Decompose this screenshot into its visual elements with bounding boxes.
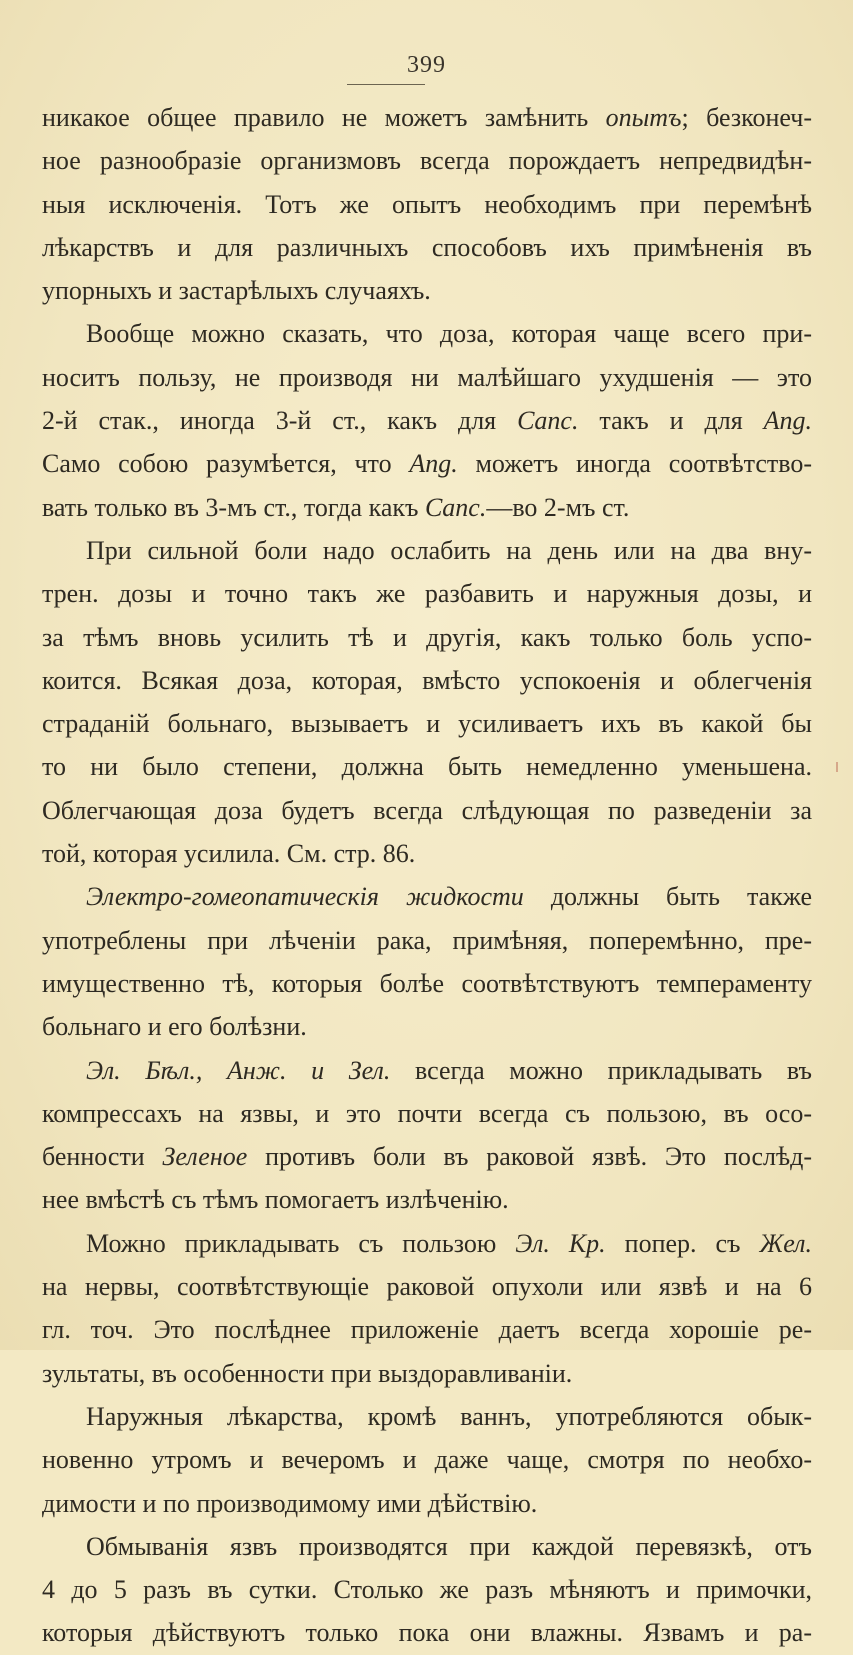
text-line	[42, 745, 812, 788]
text-segment: —во 2-мъ ст.	[486, 492, 630, 522]
text-segment: компрессахъ на язвы, и это почти всегда съ пользою, въ осо-	[42, 1098, 812, 1128]
text-line	[42, 702, 812, 745]
italic-term: Электро-гомеопатическія жидкости	[86, 882, 524, 912]
text-segment: то ни было степени, должна быть немедленно уменьшена.	[42, 752, 812, 782]
text-line	[42, 1222, 812, 1265]
text-line	[42, 226, 812, 269]
text-line	[42, 442, 812, 485]
text-segment: можетъ иногда соотвѣтство-	[457, 449, 812, 479]
italic-term: Зеленое	[162, 1142, 248, 1172]
page-number: 399	[407, 52, 446, 78]
text-segment: никакое общее правило не можетъ замѣнить	[42, 103, 606, 132]
text-segment: Вообще можно сказать, что доза, которая чаще всего при-	[86, 319, 812, 349]
text-line	[42, 659, 812, 702]
text-line	[42, 1049, 812, 1092]
text-segment: на нервы, соотвѣтствующіе раковой опухоли или язвѣ и на 6	[42, 1272, 812, 1302]
text-segment: нее вмѣстѣ съ тѣмъ помогаетъ излѣченію.	[42, 1185, 509, 1215]
text-line	[42, 1308, 812, 1351]
text-line	[42, 919, 812, 962]
text-segment: бенности	[42, 1142, 163, 1172]
italic-term: Ang.	[409, 449, 458, 479]
text-segment: димости и по производимому ими дѣйствію.	[42, 1488, 538, 1518]
text-line	[42, 1482, 812, 1525]
text-line	[42, 399, 812, 442]
italic-term: Эл. Бѣл., Анж. и Зел.	[86, 1055, 391, 1085]
text-line	[42, 875, 812, 918]
text-line	[42, 1265, 812, 1308]
text-segment: ; безконеч-	[681, 103, 812, 132]
text-segment: лѣкарствъ и для различныхъ способовъ ихъ примѣненія въ	[42, 232, 812, 262]
text-line	[42, 789, 812, 832]
text-segment: Наружныя лѣкарства, кромѣ ваннъ, употребляются обык-	[86, 1401, 812, 1431]
text-line	[42, 1178, 812, 1221]
italic-term: опытъ	[605, 103, 682, 132]
text-line	[42, 962, 812, 1005]
text-line	[42, 183, 812, 226]
text-line	[42, 356, 812, 399]
italic-term: Canc.	[424, 492, 487, 522]
text-line	[42, 486, 812, 529]
text-segment: всегда можно прикладывать въ	[390, 1055, 812, 1085]
text-line	[42, 1135, 812, 1178]
text-segment: Само собою разумѣется, что	[42, 449, 410, 479]
italic-term: Эл. Кр.	[515, 1228, 606, 1258]
page-number-rule	[347, 84, 425, 85]
text-segment: Можно прикладывать съ пользою	[86, 1228, 516, 1258]
text-segment: носитъ пользу, не производя ни малѣйшаго ухудшенія — это	[42, 362, 812, 392]
text-segment: за тѣмъ вновь усилить тѣ и другія, какъ только боль успо-	[42, 622, 812, 652]
text-line	[42, 1092, 812, 1135]
text-line	[42, 529, 812, 572]
text-segment: упорныхъ и застарѣлыхъ случаяхъ.	[42, 276, 431, 306]
text-line	[42, 1611, 812, 1654]
text-segment: употреблены при лѣченіи рака, примѣняя, поперемѣнно, пре-	[42, 925, 812, 955]
text-line	[42, 139, 812, 182]
text-segment: трен. дозы и точно такъ же разбавить и наружныя дозы, и	[42, 579, 812, 609]
italic-term: Ang.	[763, 406, 813, 436]
text-line	[42, 96, 812, 139]
text-segment: которыя дѣйствуютъ только пока они влажны. Язвамъ и ра-	[42, 1618, 812, 1648]
body-text	[42, 96, 812, 1655]
text-segment: коится. Всякая доза, которая, вмѣсто успокоенія и облегченія	[42, 665, 812, 695]
text-line	[42, 1525, 812, 1568]
text-segment: больнаго и его болѣзни.	[42, 1012, 307, 1042]
text-line	[42, 1005, 812, 1048]
text-segment: противъ боли въ раковой язвѣ. Это послѣд-	[247, 1142, 813, 1172]
text-line	[42, 1568, 812, 1611]
text-segment: ныя исключенія. Тотъ же опытъ необходимъ при перемѣнѣ	[42, 189, 812, 219]
paper-speck	[836, 762, 838, 772]
text-line	[42, 832, 812, 875]
text-line	[42, 312, 812, 355]
text-segment: 4 до 5 разъ въ сутки. Столько же разъ мѣняютъ и примочки,	[42, 1575, 812, 1605]
text-line	[42, 572, 812, 615]
text-segment: При сильной боли надо ослабить на день или на два вну-	[86, 535, 812, 565]
text-segment: должны быть также	[523, 882, 812, 912]
italic-term: Жел.	[759, 1228, 813, 1258]
text-segment: ное разнообразіе организмовъ всегда порождаетъ непредвидѣн-	[42, 146, 812, 176]
text-segment: вать только въ 3-мъ ст., тогда какъ	[42, 492, 425, 522]
text-segment: 2-й стак., иногда 3-й ст., какъ для	[42, 406, 518, 436]
italic-term: Canc.	[517, 406, 579, 436]
text-line	[42, 1395, 812, 1438]
text-segment: Облегчающая доза будетъ всегда слѣдующая по разведеніи за	[42, 795, 812, 825]
text-segment: новенно утромъ и вечеромъ и даже чаще, смотря по необхо-	[42, 1445, 812, 1475]
text-segment: имущественно тѣ, которыя болѣе соотвѣтствуютъ темпераменту	[42, 968, 812, 998]
text-segment: попер. съ	[605, 1228, 760, 1258]
text-line	[42, 616, 812, 659]
text-segment: Обмыванія язвъ производятся при каждой перевязкѣ, отъ	[86, 1531, 812, 1561]
text-line	[42, 1352, 812, 1395]
text-segment: гл. точ. Это послѣднее приложеніе даетъ всегда хорошіе ре-	[42, 1315, 812, 1345]
text-line	[42, 269, 812, 312]
text-segment: той, которая усилила. См. стр. 86.	[42, 839, 416, 869]
text-segment: зультаты, въ особенности при выздоравливаніи.	[42, 1358, 573, 1388]
text-segment: такъ и для	[578, 406, 764, 436]
text-line	[42, 1438, 812, 1481]
text-segment: страданій больнаго, вызываетъ и усиливаетъ ихъ въ какой бы	[42, 709, 812, 739]
